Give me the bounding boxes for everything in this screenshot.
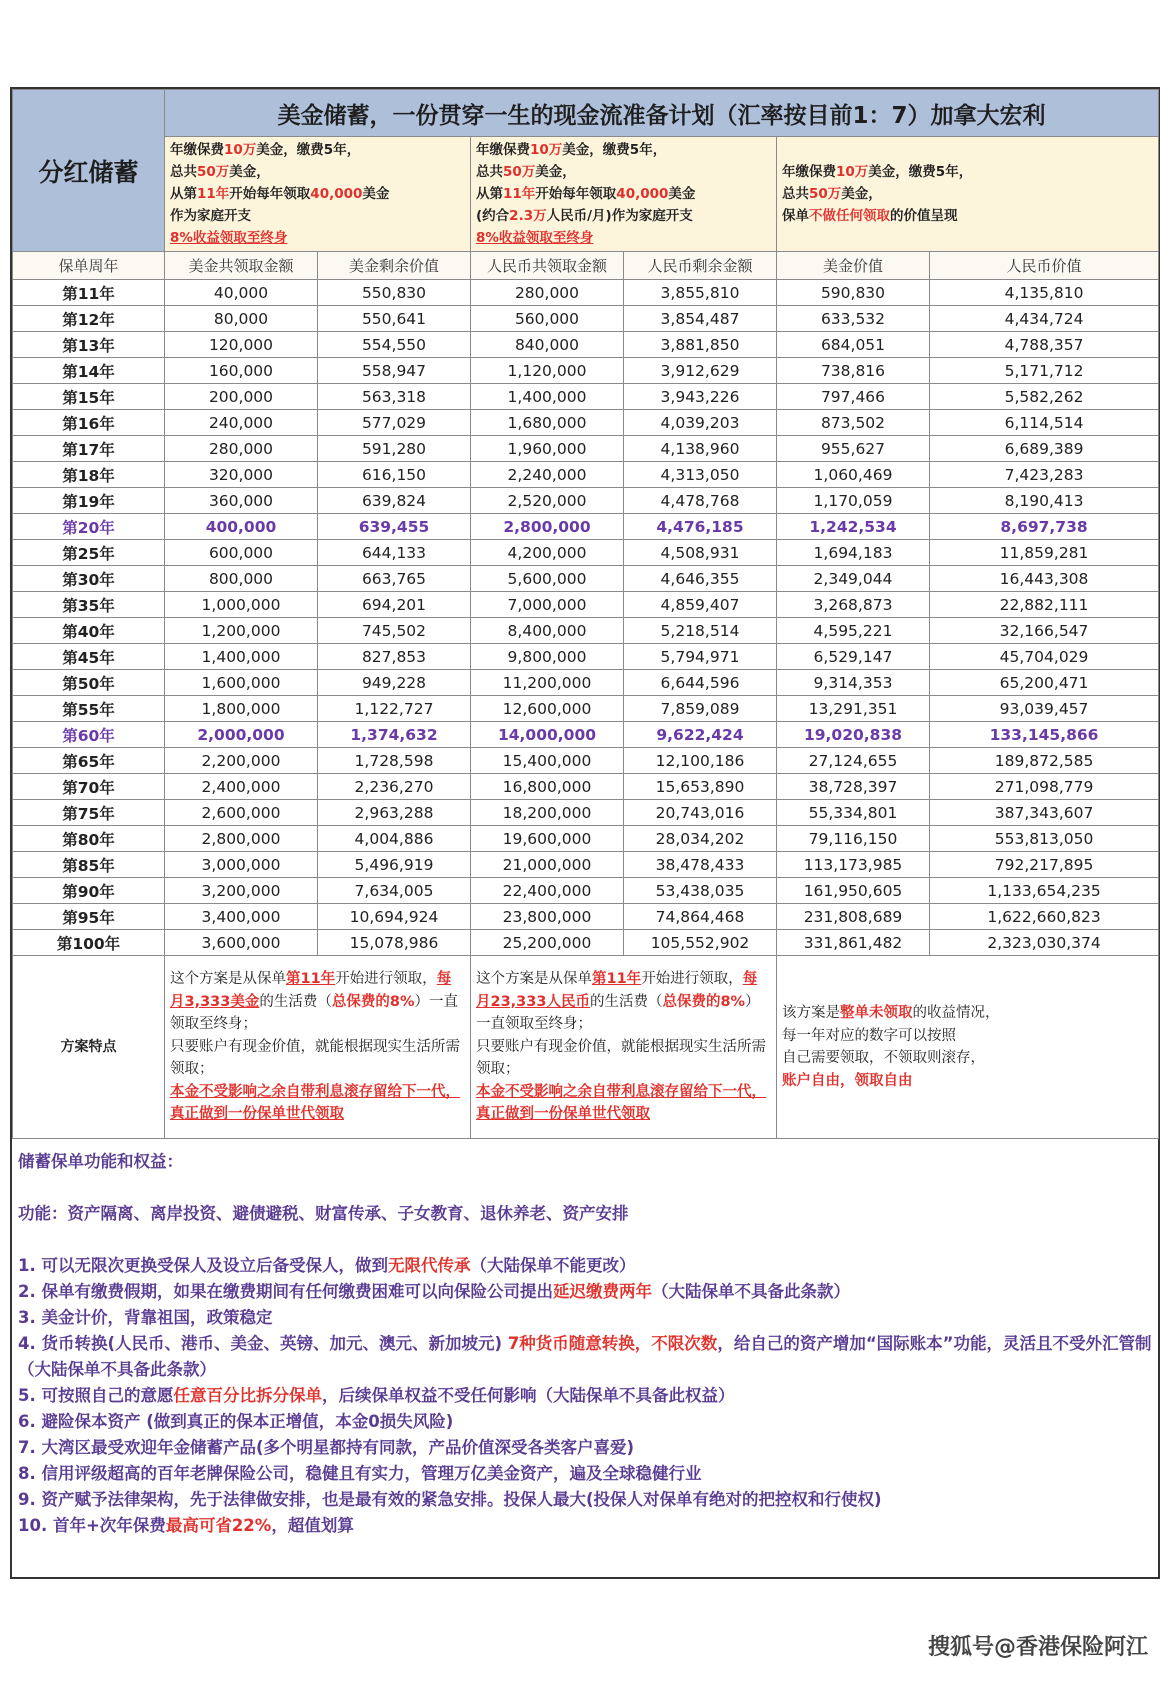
table-cell: 4,135,810 — [930, 280, 1159, 306]
row-label: 第14年 — [13, 358, 165, 384]
features-plan-1: 这个方案是从保单第11年开始进行领取，每月3,333美金的生活费（总保费的8%）一直领取至终身； 只要账户有现金价值，就能根据现实生活所需领取； 本金不受影响之余自带利息滚存留给下一代，真正做到一份保单世代领取 — [165, 956, 471, 1139]
table-cell: 6,644,596 — [624, 670, 777, 696]
benefits-functions: 功能：资产隔离、离岸投资、避债避税、财富传承、子女教育、退休养老、资产安排 — [18, 1204, 629, 1223]
table-cell: 231,808,689 — [777, 904, 930, 930]
table-row — [13, 592, 1159, 618]
row-label: 第90年 — [13, 878, 165, 904]
table-cell: 2,000,000 — [165, 722, 318, 748]
table-cell: 40,000 — [165, 280, 318, 306]
row-label: 第13年 — [13, 332, 165, 358]
col-header: 人民币共领取金额 — [471, 252, 624, 280]
table-cell: 1,374,632 — [318, 722, 471, 748]
table-cell: 18,200,000 — [471, 800, 624, 826]
col-header: 保单周年 — [13, 252, 165, 280]
plan-desc-1: 年缴保费10万美金，缴费5年， 总共50万美金， 从第11年开始每年领取40,000美金 作为家庭开支 8%收益领取至终身 — [165, 137, 471, 252]
table-cell: 1,242,534 — [777, 514, 930, 540]
table-row — [13, 332, 1159, 358]
table-cell: 38,478,433 — [624, 852, 777, 878]
table-cell: 1,800,000 — [165, 696, 318, 722]
table-cell: 738,816 — [777, 358, 930, 384]
watermark: 搜狐号@香港保险阿江 — [927, 1635, 1148, 1660]
table-row — [13, 280, 1159, 306]
table-cell: 5,218,514 — [624, 618, 777, 644]
table-cell: 4,434,724 — [930, 306, 1159, 332]
table-cell: 13,291,351 — [777, 696, 930, 722]
table-cell: 5,794,971 — [624, 644, 777, 670]
table-cell: 271,098,779 — [930, 774, 1159, 800]
features-row — [13, 956, 1159, 1139]
table-cell: 2,240,000 — [471, 462, 624, 488]
table-cell: 9,314,353 — [777, 670, 930, 696]
table-row — [13, 410, 1159, 436]
table-cell: 560,000 — [471, 306, 624, 332]
table-cell: 1,133,654,235 — [930, 878, 1159, 904]
row-label: 第45年 — [13, 644, 165, 670]
table-cell: 955,627 — [777, 436, 930, 462]
table-cell: 553,813,050 — [930, 826, 1159, 852]
row-label: 第80年 — [13, 826, 165, 852]
table-cell: 1,694,183 — [777, 540, 930, 566]
table-cell: 1,200,000 — [165, 618, 318, 644]
row-label: 第16年 — [13, 410, 165, 436]
table-cell: 5,496,919 — [318, 852, 471, 878]
table-cell: 161,950,605 — [777, 878, 930, 904]
table-cell: 22,882,111 — [930, 592, 1159, 618]
table-row — [13, 540, 1159, 566]
table-row — [13, 722, 1159, 748]
table-cell: 240,000 — [165, 410, 318, 436]
table-row — [13, 514, 1159, 540]
row-label: 第17年 — [13, 436, 165, 462]
row-label: 第65年 — [13, 748, 165, 774]
table-cell: 554,550 — [318, 332, 471, 358]
table-cell: 11,200,000 — [471, 670, 624, 696]
benefit-item: 7. 大湾区最受欢迎年金储蓄产品(多个明星都持有同款，产品价值深受各类客户喜爱) — [18, 1438, 635, 1457]
row-label: 第60年 — [13, 722, 165, 748]
table-cell: 3,943,226 — [624, 384, 777, 410]
table-cell: 6,689,389 — [930, 436, 1159, 462]
table-cell: 16,443,308 — [930, 566, 1159, 592]
table-cell: 4,004,886 — [318, 826, 471, 852]
table-header-row — [13, 252, 1159, 280]
table-cell: 563,318 — [318, 384, 471, 410]
benefit-item: 1. 可以无限次更换受保人及设立后备受保人，做到无限代传承（大陆保单不能更改） — [18, 1256, 636, 1275]
row-label: 第95年 — [13, 904, 165, 930]
col-header: 人民币价值 — [930, 252, 1159, 280]
table-row — [13, 358, 1159, 384]
table-cell: 550,830 — [318, 280, 471, 306]
table-cell: 2,236,270 — [318, 774, 471, 800]
table-cell: 160,000 — [165, 358, 318, 384]
table-cell: 7,000,000 — [471, 592, 624, 618]
table-cell: 644,133 — [318, 540, 471, 566]
table-cell: 591,280 — [318, 436, 471, 462]
table-row — [13, 384, 1159, 410]
table-cell: 133,145,866 — [930, 722, 1159, 748]
table-cell: 3,881,850 — [624, 332, 777, 358]
table-cell: 23,800,000 — [471, 904, 624, 930]
table-cell: 21,000,000 — [471, 852, 624, 878]
page-title: 美金储蓄，一份贯穿一生的现金流准备计划（汇率按目前1：7）加拿大宏利 — [165, 90, 1159, 137]
table-cell: 1,170,059 — [777, 488, 930, 514]
table-row — [13, 306, 1159, 332]
table-cell: 360,000 — [165, 488, 318, 514]
col-header: 美金共领取金额 — [165, 252, 318, 280]
table-cell: 16,800,000 — [471, 774, 624, 800]
table-cell: 2,400,000 — [165, 774, 318, 800]
table-cell: 684,051 — [777, 332, 930, 358]
row-label: 第20年 — [13, 514, 165, 540]
table-cell: 55,334,801 — [777, 800, 930, 826]
table-cell: 7,859,089 — [624, 696, 777, 722]
table-cell: 4,200,000 — [471, 540, 624, 566]
table-cell: 639,455 — [318, 514, 471, 540]
table-cell: 792,217,895 — [930, 852, 1159, 878]
table-cell: 1,000,000 — [165, 592, 318, 618]
row-label: 第35年 — [13, 592, 165, 618]
benefit-item: 6. 避险保本资产 (做到真正的保本正增值，本金0损失风险) — [18, 1412, 454, 1431]
table-cell: 4,138,960 — [624, 436, 777, 462]
table-row — [13, 800, 1159, 826]
benefit-item: 10. 首年+次年保费最高可省22%，超值划算 — [18, 1516, 354, 1535]
row-label: 第19年 — [13, 488, 165, 514]
table-cell: 3,000,000 — [165, 852, 318, 878]
plan-desc-2: 年缴保费10万美金，缴费5年， 总共50万美金， 从第11年开始每年领取40,000美金 (约合2.3万人民币/月)作为家庭开支 8%收益领取至终身 — [471, 137, 777, 252]
table-cell: 3,854,487 — [624, 306, 777, 332]
table-cell: 2,800,000 — [471, 514, 624, 540]
table-cell: 15,400,000 — [471, 748, 624, 774]
table-cell: 633,532 — [777, 306, 930, 332]
row-label: 第70年 — [13, 774, 165, 800]
table-cell: 694,201 — [318, 592, 471, 618]
table-cell: 1,680,000 — [471, 410, 624, 436]
table-row — [13, 618, 1159, 644]
col-header: 美金剩余价值 — [318, 252, 471, 280]
table-cell: 827,853 — [318, 644, 471, 670]
table-cell: 3,600,000 — [165, 930, 318, 956]
table-cell: 27,124,655 — [777, 748, 930, 774]
table-cell: 28,034,202 — [624, 826, 777, 852]
table-cell: 20,743,016 — [624, 800, 777, 826]
table-cell: 32,166,547 — [930, 618, 1159, 644]
table-cell: 590,830 — [777, 280, 930, 306]
table-cell: 1,400,000 — [471, 384, 624, 410]
table-cell: 12,100,186 — [624, 748, 777, 774]
row-label: 第100年 — [13, 930, 165, 956]
benefits-heading: 储蓄保单功能和权益： — [18, 1152, 183, 1171]
benefit-item: 5. 可按照自己的意愿任意百分比拆分保单，后续保单权益不受任何影响（大陆保单不具备此权益） — [18, 1386, 735, 1405]
features-plan-2: 这个方案是从保单第11年开始进行领取，每月23,333人民币的生活费（总保费的8%）一直领取至终身； 只要账户有现金价值，就能根据现实生活所需领取； 本金不受影响之余自带利息滚存留给下一代，真正做到一份保单世代领取 — [471, 956, 777, 1139]
table-cell: 9,800,000 — [471, 644, 624, 670]
table-cell: 873,502 — [777, 410, 930, 436]
table-cell: 3,200,000 — [165, 878, 318, 904]
benefits-section — [12, 1139, 1158, 1539]
row-label: 第15年 — [13, 384, 165, 410]
table-cell: 6,529,147 — [777, 644, 930, 670]
table-cell: 80,000 — [165, 306, 318, 332]
table-cell: 320,000 — [165, 462, 318, 488]
table-cell: 10,694,924 — [318, 904, 471, 930]
table-row — [13, 878, 1159, 904]
col-header: 人民币剩余金额 — [624, 252, 777, 280]
table-cell: 3,268,873 — [777, 592, 930, 618]
row-label: 第12年 — [13, 306, 165, 332]
table-cell: 550,641 — [318, 306, 471, 332]
table-row — [13, 644, 1159, 670]
table-cell: 616,150 — [318, 462, 471, 488]
table-cell: 280,000 — [471, 280, 624, 306]
table-cell: 2,600,000 — [165, 800, 318, 826]
table-cell: 8,697,738 — [930, 514, 1159, 540]
table-row — [13, 826, 1159, 852]
table-cell: 4,508,931 — [624, 540, 777, 566]
benefit-item: 9. 资产赋予法律架构，先于法律做安排，也是最有效的紧急安排。投保人最大(投保人对保单有绝对的把控权和行使权) — [18, 1490, 882, 1509]
row-label: 第25年 — [13, 540, 165, 566]
table-cell: 1,122,727 — [318, 696, 471, 722]
table-cell: 4,788,357 — [930, 332, 1159, 358]
table-cell: 1,060,469 — [777, 462, 930, 488]
corner-label: 分红储蓄 — [13, 90, 165, 252]
table-cell: 93,039,457 — [930, 696, 1159, 722]
table-row — [13, 436, 1159, 462]
table-cell: 5,171,712 — [930, 358, 1159, 384]
table-row — [13, 696, 1159, 722]
table-cell: 639,824 — [318, 488, 471, 514]
table-cell: 105,552,902 — [624, 930, 777, 956]
row-label: 第85年 — [13, 852, 165, 878]
table-cell: 53,438,035 — [624, 878, 777, 904]
table-cell: 2,963,288 — [318, 800, 471, 826]
table-cell: 558,947 — [318, 358, 471, 384]
plan-desc-3: 年缴保费10万美金，缴费5年， 总共50万美金， 保单不做任何领取的价值呈现 — [777, 137, 1159, 252]
benefit-item: 3. 美金计价，背靠祖国，政策稳定 — [18, 1308, 273, 1327]
table-cell: 577,029 — [318, 410, 471, 436]
table-row — [13, 904, 1159, 930]
table-cell: 1,960,000 — [471, 436, 624, 462]
table-cell: 4,039,203 — [624, 410, 777, 436]
table-cell: 74,864,468 — [624, 904, 777, 930]
table-cell: 745,502 — [318, 618, 471, 644]
table-cell: 19,600,000 — [471, 826, 624, 852]
table-cell: 7,634,005 — [318, 878, 471, 904]
table-cell: 189,872,585 — [930, 748, 1159, 774]
row-label: 第40年 — [13, 618, 165, 644]
table-cell: 3,912,629 — [624, 358, 777, 384]
table-cell: 12,600,000 — [471, 696, 624, 722]
row-label: 第75年 — [13, 800, 165, 826]
table-cell: 6,114,514 — [930, 410, 1159, 436]
table-cell: 14,000,000 — [471, 722, 624, 748]
table-cell: 4,595,221 — [777, 618, 930, 644]
benefit-item: 4. 货币转换(人民币、港币、美金、英镑、加元、澳元、新加坡元) 7种货币随意转换，不限次数，给自己的资产增加“国际账本”功能，灵活且不受外汇管制（大陆保单不具备此条款） — [18, 1334, 1152, 1379]
table-cell: 840,000 — [471, 332, 624, 358]
table-cell: 25,200,000 — [471, 930, 624, 956]
table-cell: 3,855,810 — [624, 280, 777, 306]
table-cell: 1,400,000 — [165, 644, 318, 670]
table-cell: 79,116,150 — [777, 826, 930, 852]
plan-table — [12, 89, 1159, 1139]
table-row — [13, 488, 1159, 514]
table-cell: 2,200,000 — [165, 748, 318, 774]
table-cell: 5,600,000 — [471, 566, 624, 592]
table-cell: 4,859,407 — [624, 592, 777, 618]
table-cell: 22,400,000 — [471, 878, 624, 904]
table-row — [13, 566, 1159, 592]
table-cell: 600,000 — [165, 540, 318, 566]
table-row — [13, 852, 1159, 878]
table-cell: 387,343,607 — [930, 800, 1159, 826]
table-cell: 200,000 — [165, 384, 318, 410]
row-label: 第18年 — [13, 462, 165, 488]
table-cell: 15,078,986 — [318, 930, 471, 956]
table-cell: 3,400,000 — [165, 904, 318, 930]
table-cell: 663,765 — [318, 566, 471, 592]
table-cell: 4,478,768 — [624, 488, 777, 514]
table-cell: 38,728,397 — [777, 774, 930, 800]
row-label: 第50年 — [13, 670, 165, 696]
table-row — [13, 930, 1159, 956]
features-plan-3: 该方案是整单未领取的收益情况， 每一年对应的数字可以按照 自己需要领取，不领取则滚存， 账户自由，领取自由 — [777, 956, 1159, 1139]
benefit-item: 8. 信用评级超高的百年老牌保险公司，稳健且有实力，管理万亿美金资产，遍及全球稳健行业 — [18, 1464, 702, 1483]
row-label: 第11年 — [13, 280, 165, 306]
table-cell: 19,020,838 — [777, 722, 930, 748]
table-cell: 15,653,890 — [624, 774, 777, 800]
table-row — [13, 774, 1159, 800]
table-cell: 800,000 — [165, 566, 318, 592]
table-cell: 2,323,030,374 — [930, 930, 1159, 956]
table-cell: 2,800,000 — [165, 826, 318, 852]
table-cell: 8,400,000 — [471, 618, 624, 644]
benefit-item: 2. 保单有缴费假期，如果在缴费期间有任何缴费困难可以向保险公司提出延迟缴费两年（大陆保单不具备此条款） — [18, 1282, 850, 1301]
table-cell: 400,000 — [165, 514, 318, 540]
table-cell: 1,120,000 — [471, 358, 624, 384]
table-cell: 4,646,355 — [624, 566, 777, 592]
table-cell: 949,228 — [318, 670, 471, 696]
table-cell: 331,861,482 — [777, 930, 930, 956]
col-header: 美金价值 — [777, 252, 930, 280]
table-cell: 2,349,044 — [777, 566, 930, 592]
benefit-list — [18, 1253, 1152, 1539]
table-cell: 4,476,185 — [624, 514, 777, 540]
table-cell: 2,520,000 — [471, 488, 624, 514]
table-cell: 280,000 — [165, 436, 318, 462]
table-cell: 5,582,262 — [930, 384, 1159, 410]
table-cell: 45,704,029 — [930, 644, 1159, 670]
row-label: 第30年 — [13, 566, 165, 592]
table-cell: 65,200,471 — [930, 670, 1159, 696]
table-cell: 7,423,283 — [930, 462, 1159, 488]
table-cell: 1,728,598 — [318, 748, 471, 774]
table-cell: 11,859,281 — [930, 540, 1159, 566]
table-cell: 1,600,000 — [165, 670, 318, 696]
row-label: 第55年 — [13, 696, 165, 722]
table-row — [13, 748, 1159, 774]
table-row — [13, 462, 1159, 488]
table-cell: 9,622,424 — [624, 722, 777, 748]
table-cell: 4,313,050 — [624, 462, 777, 488]
table-cell: 120,000 — [165, 332, 318, 358]
features-label: 方案特点 — [13, 956, 165, 1139]
table-cell: 797,466 — [777, 384, 930, 410]
table-cell: 8,190,413 — [930, 488, 1159, 514]
table-cell: 1,622,660,823 — [930, 904, 1159, 930]
table-cell: 113,173,985 — [777, 852, 930, 878]
table-row — [13, 670, 1159, 696]
insurance-sheet — [10, 87, 1160, 1579]
